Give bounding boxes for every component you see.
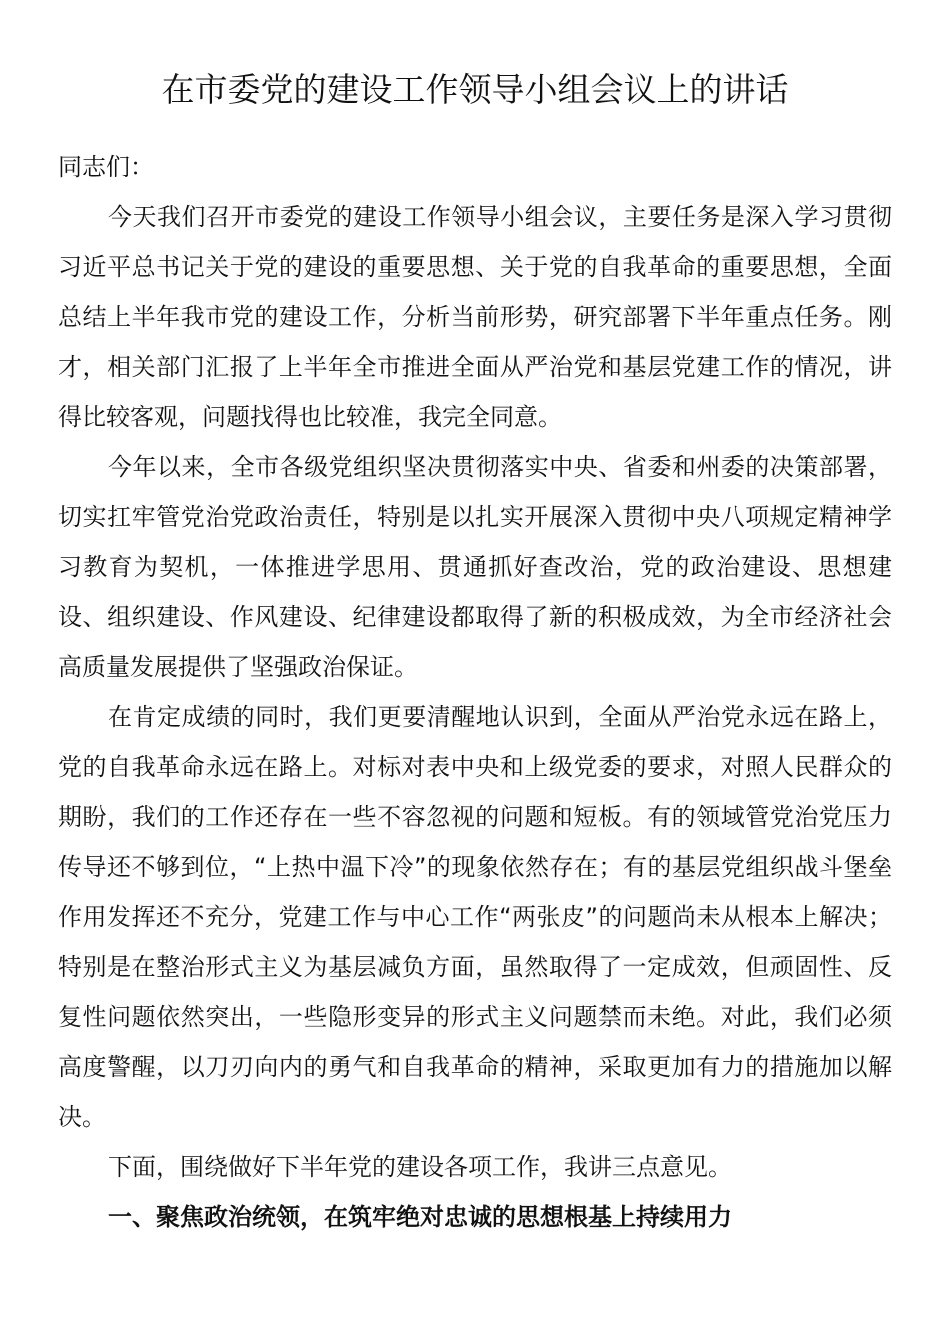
paragraph-2: 今年以来，全市各级党组织坚决贯彻落实中央、省委和州委的决策部署，切实扛牢管党治党政治责任，特别是以扎实开展深入贯彻中央八项规定精神学习教育为契机，一体推进学思用、贯通抓好查改治，党的政治建设、思想建设、组织建设、作风建设、纪律建设都取得了新的积极成效，为全市经济社会高质量发展提供了坚强政治保证。 <box>58 453 892 681</box>
section-heading-1: 一、聚焦政治统领，在筑牢绝对忠诚的思想根基上持续用力 <box>108 1203 732 1231</box>
document-page <box>58 62 892 1242</box>
paragraph-1: 今天我们召开市委党的建设工作领导小组会议，主要任务是深入学习贯彻习近平总书记关于党的建设的重要思想、关于党的自我革命的重要思想，全面总结上半年我市党的建设工作，分析当前形势，研究部署下半年重点任务。刚才，相关部门汇报了上半年全市推进全面从严治党和基层党建工作的情况，讲得比较客观，问题找得也比较准，我完全同意。 <box>58 203 892 431</box>
document-title: 在市委党的建设工作领导小组会议上的讲话 <box>161 70 789 109</box>
paragraph-4: 下面，围绕做好下半年党的建设各项工作，我讲三点意见。 <box>108 1153 732 1181</box>
paragraph-3: 在肯定成绩的同时，我们更要清醒地认识到，全面从严治党永远在路上，党的自我革命永远在路上。对标对表中央和上级党委的要求，对照人民群众的期盼，我们的工作还存在一些不容忽视的问题和短板。有的领域管党治党压力传导还不够到位，“上热中温下冷”的现象依然存在；有的基层党组织战斗堡垒作用发挥还不充分，党建工作与中心工作“两张皮”的问题尚未从根本上解决；特别是在整治形式主义为基层减负方面，虽然取得了一定成效，但顽固性、反复性问题依然突出，一些隐形变异的形式主义问题禁而未绝。对此，我们必须高度警醒，以刀刃向内的勇气和自我革命的精神，采取更加有力的措施加以解决。 <box>58 703 892 1131</box>
salutation: 同志们： <box>58 153 154 181</box>
